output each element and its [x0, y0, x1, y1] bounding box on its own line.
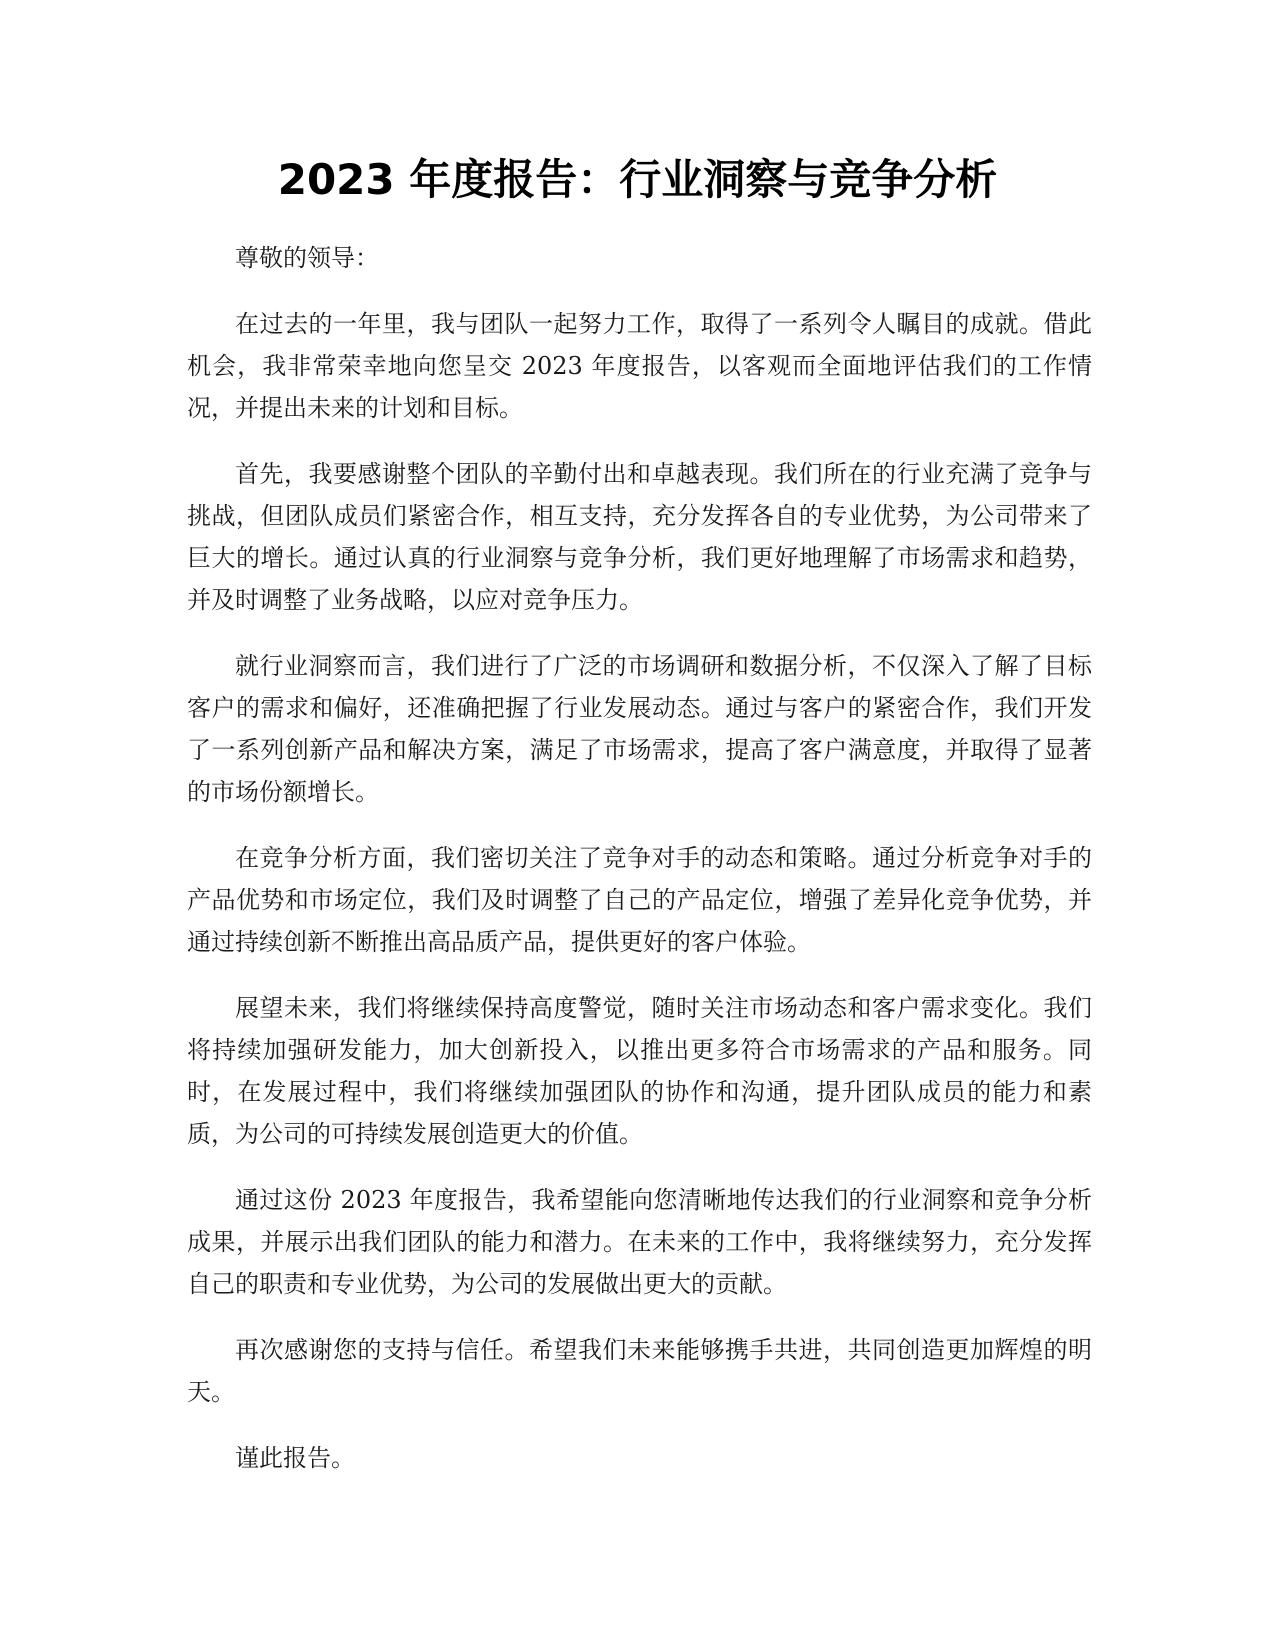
paragraph-intro: 在过去的一年里，我与团队一起努力工作，取得了一系列令人瞩目的成就。借此机会，我非常荣幸地向您呈交 2023 年度报告，以客观而全面地评估我们的工作情况，并提出未来的计划和目标。 [187, 310, 1092, 422]
paragraph-closing-thanks: 再次感谢您的支持与信任。希望我们未来能够携手共进，共同创造更加辉煌的明天。 [187, 1336, 1092, 1406]
paragraph-outlook: 展望未来，我们将继续保持高度警觉，随时关注市场动态和客户需求变化。我们将持续加强研发能力，加大创新投入，以推出更多符合市场需求的产品和服务。同时，在发展过程中，我们将继续加强团队的协作和沟通，提升团队成员的能力和素质，为公司的可持续发展创造更大的价值。 [187, 994, 1092, 1148]
paragraph-thanks-team: 首先，我要感谢整个团队的辛勤付出和卓越表现。我们所在的行业充满了竞争与挑战，但团队成员们紧密合作，相互支持，充分发挥各自的专业优势，为公司带来了巨大的增长。通过认真的行业洞察与竞争分析，我们更好地理解了市场需求和趋势，并及时调整了业务战略，以应对竞争压力。 [187, 460, 1092, 614]
paragraph-sign-off: 谨此报告。 [235, 1444, 355, 1472]
paragraph-summary: 通过这份 2023 年度报告，我希望能向您清晰地传达我们的行业洞察和竞争分析成果，并展示出我们团队的能力和潜力。在未来的工作中，我将继续努力，充分发挥自己的职责和专业优势，为公司的发展做出更大的贡献。 [187, 1186, 1092, 1298]
document-body [187, 237, 1092, 1503]
salutation: 尊敬的领导： [235, 244, 379, 272]
paragraph-competitive-analysis: 在竞争分析方面，我们密切关注了竞争对手的动态和策略。通过分析竞争对手的产品优势和市场定位，我们及时调整了自己的产品定位，增强了差异化竞争优势，并通过持续创新不断推出高品质产品，提供更好的客户体验。 [187, 844, 1092, 956]
paragraph-industry-insight: 就行业洞察而言，我们进行了广泛的市场调研和数据分析，不仅深入了解了目标客户的需求和偏好，还准确把握了行业发展动态。通过与客户的紧密合作，我们开发了一系列创新产品和解决方案，满足了市场需求，提高了客户满意度，并取得了显著的市场份额增长。 [187, 652, 1092, 806]
document-title: 2023 年度报告：行业洞察与竞争分析 [277, 155, 998, 204]
